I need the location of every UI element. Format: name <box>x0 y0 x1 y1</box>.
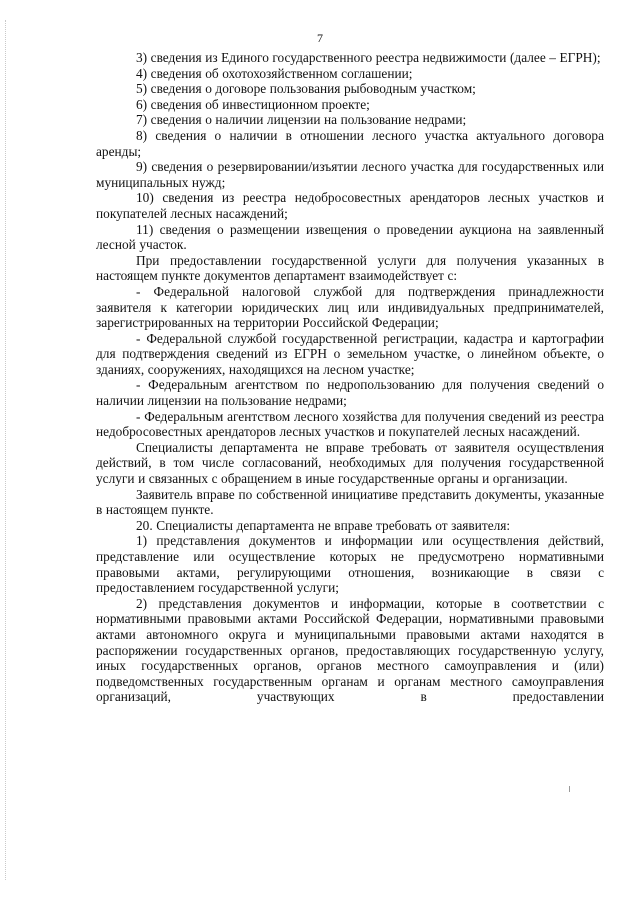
agency-rosreestr-item: - Федеральной службой государственной регистрации, кадастра и картографии для подтверждения сведений из ЕГРН о земельном участке, о линейном объекте, о зданиях, сооружениях, находящихся на лесном участке; <box>96 330 604 377</box>
list-item-5: 5) сведения о договоре пользования рыбоводным участком; <box>136 81 476 97</box>
specialists-restriction-paragraph: Специалисты департамента не вправе требовать от заявителя осуществления действий, в том числе согласований, необходимых для получения государственной услуги и связанных с обращением в иные государственные органы и организации. <box>96 439 604 487</box>
agency-rosleskhoz-item: - Федеральным агентством лесного хозяйства для получения сведений из реестра недобросовестных арендаторов лесных участков и покупателей лесных насаждений. <box>96 408 604 440</box>
document-body <box>96 50 604 705</box>
list-item-7: 7) сведения о наличии лицензии на пользование недрами; <box>136 112 467 128</box>
applicant-right-paragraph: Заявитель вправе по собственной инициативе представить документы, указанные в настоящем пункте. <box>96 486 604 518</box>
list-item-9: 9) сведения о резервировании/изъятии лесного участка для государственных или муниципальных нужд; <box>96 159 604 190</box>
list-item-11: 11) сведения о размещении извещения о проведении аукциона на заявленный лесной участок. <box>96 221 604 253</box>
list-item-8: 8) сведения о наличии в отношении лесного участка актуального договора аренды; <box>96 127 604 159</box>
page-number: 7 <box>317 31 323 45</box>
scan-edge-line <box>5 20 7 880</box>
clause-20-heading: 20. Специалисты департамента не вправе требовать от заявителя: <box>136 517 511 533</box>
agency-fns-item: - Федеральной налоговой службой для подтверждения принадлежности заявителя к категории юридических лиц или индивидуальных предпринимателей, зарегистрированных на территории Российской Федерации; <box>96 283 604 331</box>
agency-rosnedra-item: - Федеральным агентством по недропользованию для получения сведений о наличии лицензии на пользование недрами; <box>96 377 604 409</box>
clause-20-item-2: 2) представления документов и информации, которые в соответствии с нормативными правовыми актами Российской Федерации, нормативными правовыми актами автономного округа и муниципальными правовыми актами находятся в распоряжении государственных органов, предоставляющих государственную услугу, иных государственных органов, органов местного самоуправления и (или) подведомственных государственным органам и органам местного самоуправления организаций, участвующих в предоставлении <box>96 595 604 705</box>
list-item-4: 4) сведения об охотохозяйственном соглашении; <box>136 65 413 81</box>
list-item-10: 10) сведения из реестра недобросовестных арендаторов лесных участков и покупателей лесных насаждений; <box>96 190 604 221</box>
interaction-intro-paragraph: При предоставлении государственной услуги для получения указанных в настоящем пункте документов департамент взаимодействует с: <box>96 252 604 284</box>
clause-20-item-1: 1) представления документов и информации или осуществления действий, представление или осуществление которых не предусмотрено нормативными правовыми актами, регулирующими отношения, возникающие в связи с предоставлением государственной услуги; <box>96 533 604 596</box>
list-item-3: 3) сведения из Единого государственного реестра недвижимости (далее – ЕГРН); <box>136 50 601 65</box>
list-item-6: 6) сведения об инвестиционном проекте; <box>136 96 370 112</box>
scan-speck <box>569 786 570 792</box>
